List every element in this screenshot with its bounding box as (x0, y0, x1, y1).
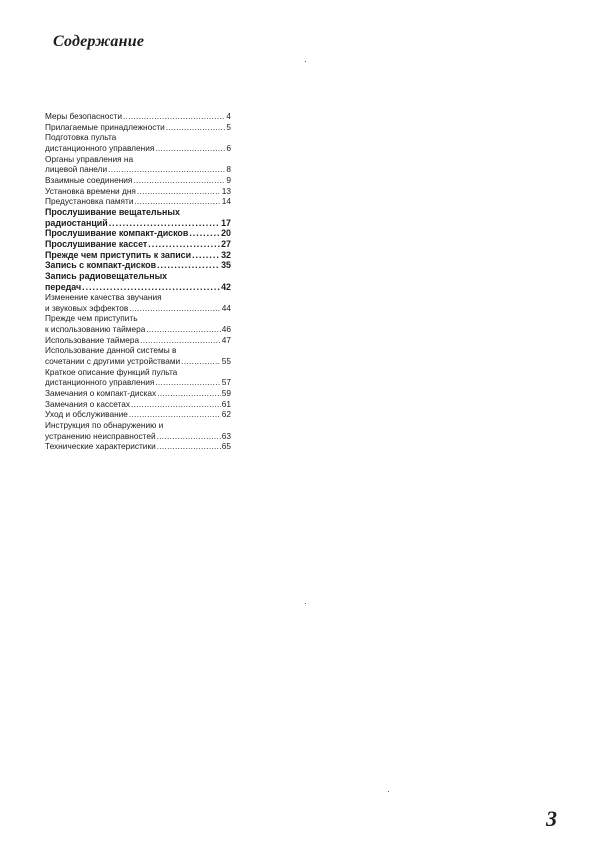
toc-entry-page: 9 (226, 174, 231, 185)
toc-entry-page: 6 (226, 142, 231, 153)
toc-entry (45, 207, 231, 228)
toc-entry-text: дистанционного управления (45, 377, 155, 388)
toc-entry-text: сочетании с другими устройствами (45, 356, 181, 367)
dot-leader (192, 250, 220, 261)
toc-entry-text: и звуковых эффектов (45, 302, 129, 313)
toc-entry-text: Взаимные соединения (45, 174, 133, 185)
scan-speck (388, 791, 389, 792)
toc-entry (45, 292, 231, 313)
toc-entry-text: Прослушивание вещательных (45, 206, 180, 217)
toc-entry-page: 57 (221, 377, 231, 388)
scan-speck (305, 603, 306, 604)
toc-entry-text: дистанционного управления (45, 142, 155, 153)
toc-entry-page: 20 (221, 228, 231, 239)
page-number: 3 (546, 806, 557, 831)
dot-leader (123, 111, 225, 122)
toc-entry-page: 61 (221, 398, 231, 409)
dot-leader (189, 228, 220, 239)
toc-entry-page: 59 (221, 388, 231, 399)
toc-entry-leader-line (45, 111, 231, 122)
page-title: Содержание (53, 33, 145, 50)
toc-entry (45, 409, 231, 420)
table-of-contents (45, 111, 231, 452)
toc-entry-leader-line (45, 409, 231, 420)
toc-entry (45, 420, 231, 441)
toc-entry-leader-line (45, 303, 231, 314)
toc-entry-leader-line (45, 143, 231, 154)
dot-leader (148, 239, 220, 250)
toc-entry-text: Органы управления на (45, 153, 134, 164)
toc-entry (45, 260, 231, 271)
toc-entry-page: 8 (226, 164, 231, 175)
toc-entry (45, 367, 231, 388)
toc-entry-leader-line (45, 228, 231, 239)
toc-entry-leader-line (45, 324, 231, 335)
dot-leader (131, 399, 221, 410)
dot-leader (157, 388, 221, 399)
toc-entry (45, 154, 231, 175)
toc-entry (45, 345, 231, 366)
toc-entry (45, 132, 231, 153)
toc-entry-text: лицевой панели (45, 164, 108, 175)
toc-entry-leader-line (45, 196, 231, 207)
toc-entry-leader-line (45, 164, 231, 175)
dot-leader (155, 377, 220, 388)
toc-entry-page: 14 (221, 196, 231, 207)
toc-entry (45, 239, 231, 250)
dot-leader (129, 303, 221, 314)
toc-entry-page: 5 (226, 121, 231, 132)
toc-entry (45, 313, 231, 334)
toc-entry-text: Меры безопасности (45, 111, 122, 121)
scan-speck (305, 61, 306, 62)
toc-entry (45, 250, 231, 261)
toc-entry-leader-line (45, 186, 231, 197)
toc-entry (45, 196, 231, 207)
toc-entry-leader-line (45, 441, 231, 452)
toc-entry-leader-line (45, 282, 231, 293)
toc-entry-text: к использованию таймера (45, 324, 146, 335)
toc-entry-leader-line (45, 335, 231, 346)
toc-entry-leader-line (45, 218, 231, 229)
toc-entry-text: Уход и обслуживание (45, 409, 128, 420)
toc-entry-page: 32 (221, 249, 231, 260)
toc-entry-leader-line (45, 399, 231, 410)
toc-entry-text: Замечания о кассетах (45, 398, 131, 409)
dot-leader (157, 431, 221, 442)
toc-entry-text: Инструкция по обнаружению и (45, 420, 164, 431)
toc-entry-page: 17 (221, 217, 231, 228)
toc-entry-text: Прослушивание компакт-дисков (45, 228, 189, 239)
toc-entry-text: Изменение качества звучания (45, 292, 162, 303)
toc-entry-page: 13 (221, 185, 231, 196)
toc-entry-text: Установка времени дня (45, 185, 136, 196)
toc-entry-text: Краткое описание функций пульта (45, 366, 178, 377)
toc-entry-leader-line (45, 122, 231, 133)
dot-leader (155, 143, 225, 154)
toc-entry-page: 62 (221, 409, 231, 420)
toc-entry (45, 122, 231, 133)
toc-entry-page: 65 (221, 441, 231, 452)
toc-entry-text: Запись радиовещательных (45, 270, 168, 281)
toc-entry (45, 399, 231, 410)
dot-leader (129, 409, 221, 420)
toc-entry-leader-line (45, 377, 231, 388)
dot-leader (166, 122, 226, 133)
toc-entry-leader-line (45, 239, 231, 250)
toc-entry-text: Прежде чем приступить к записи (45, 249, 192, 260)
dot-leader (108, 164, 225, 175)
toc-entry (45, 271, 231, 292)
toc-entry-page: 44 (221, 302, 231, 313)
toc-entry-text: радиостанций (45, 217, 108, 228)
toc-entry-text: Замечания о компакт-дисках (45, 388, 157, 399)
toc-entry-text: Использование данной системы в (45, 345, 177, 356)
toc-entry-text: Прослушивание кассет (45, 238, 148, 249)
toc-entry-page: 35 (221, 260, 231, 271)
toc-entry (45, 111, 231, 122)
toc-entry (45, 441, 231, 452)
toc-entry-page: 63 (221, 430, 231, 441)
dot-leader (140, 335, 221, 346)
toc-entry-leader-line (45, 356, 231, 367)
toc-entry-text: передач (45, 281, 82, 292)
dot-leader (157, 441, 221, 452)
toc-entry-leader-line (45, 250, 231, 261)
toc-entry-text: Запись с компакт-дисков (45, 260, 157, 271)
toc-entry (45, 186, 231, 197)
dot-leader (134, 196, 220, 207)
toc-entry-text: Предустановка памяти (45, 196, 134, 207)
toc-entry-leader-line (45, 175, 231, 186)
toc-entry-leader-line (45, 260, 231, 271)
toc-entry-text: Использование таймера (45, 334, 140, 345)
dot-leader (82, 282, 220, 293)
dot-leader (157, 260, 220, 271)
toc-entry (45, 335, 231, 346)
toc-entry-text: устранению неисправностей (45, 430, 156, 441)
toc-entry-text: Прежде чем приступить (45, 313, 138, 324)
dot-leader (137, 186, 221, 197)
toc-entry-page: 55 (221, 356, 231, 367)
toc-entry-page: 4 (226, 111, 231, 121)
toc-entry (45, 175, 231, 186)
toc-entry-page: 27 (221, 238, 231, 249)
dot-leader (109, 218, 220, 229)
toc-entry-page: 46 (221, 324, 231, 335)
toc-entry (45, 388, 231, 399)
toc-entry-text: Технические характеристики (45, 441, 156, 452)
toc-entry-leader-line (45, 388, 231, 399)
toc-entry-leader-line (45, 431, 231, 442)
toc-entry-text: Прилагаемые принадлежности (45, 121, 165, 132)
dot-leader (146, 324, 220, 335)
toc-entry (45, 228, 231, 239)
toc-entry-text: Подготовка пульта (45, 132, 117, 143)
dot-leader (133, 175, 225, 186)
dot-leader (181, 356, 221, 367)
toc-entry-page: 47 (221, 334, 231, 345)
toc-entry-page: 42 (221, 281, 231, 292)
